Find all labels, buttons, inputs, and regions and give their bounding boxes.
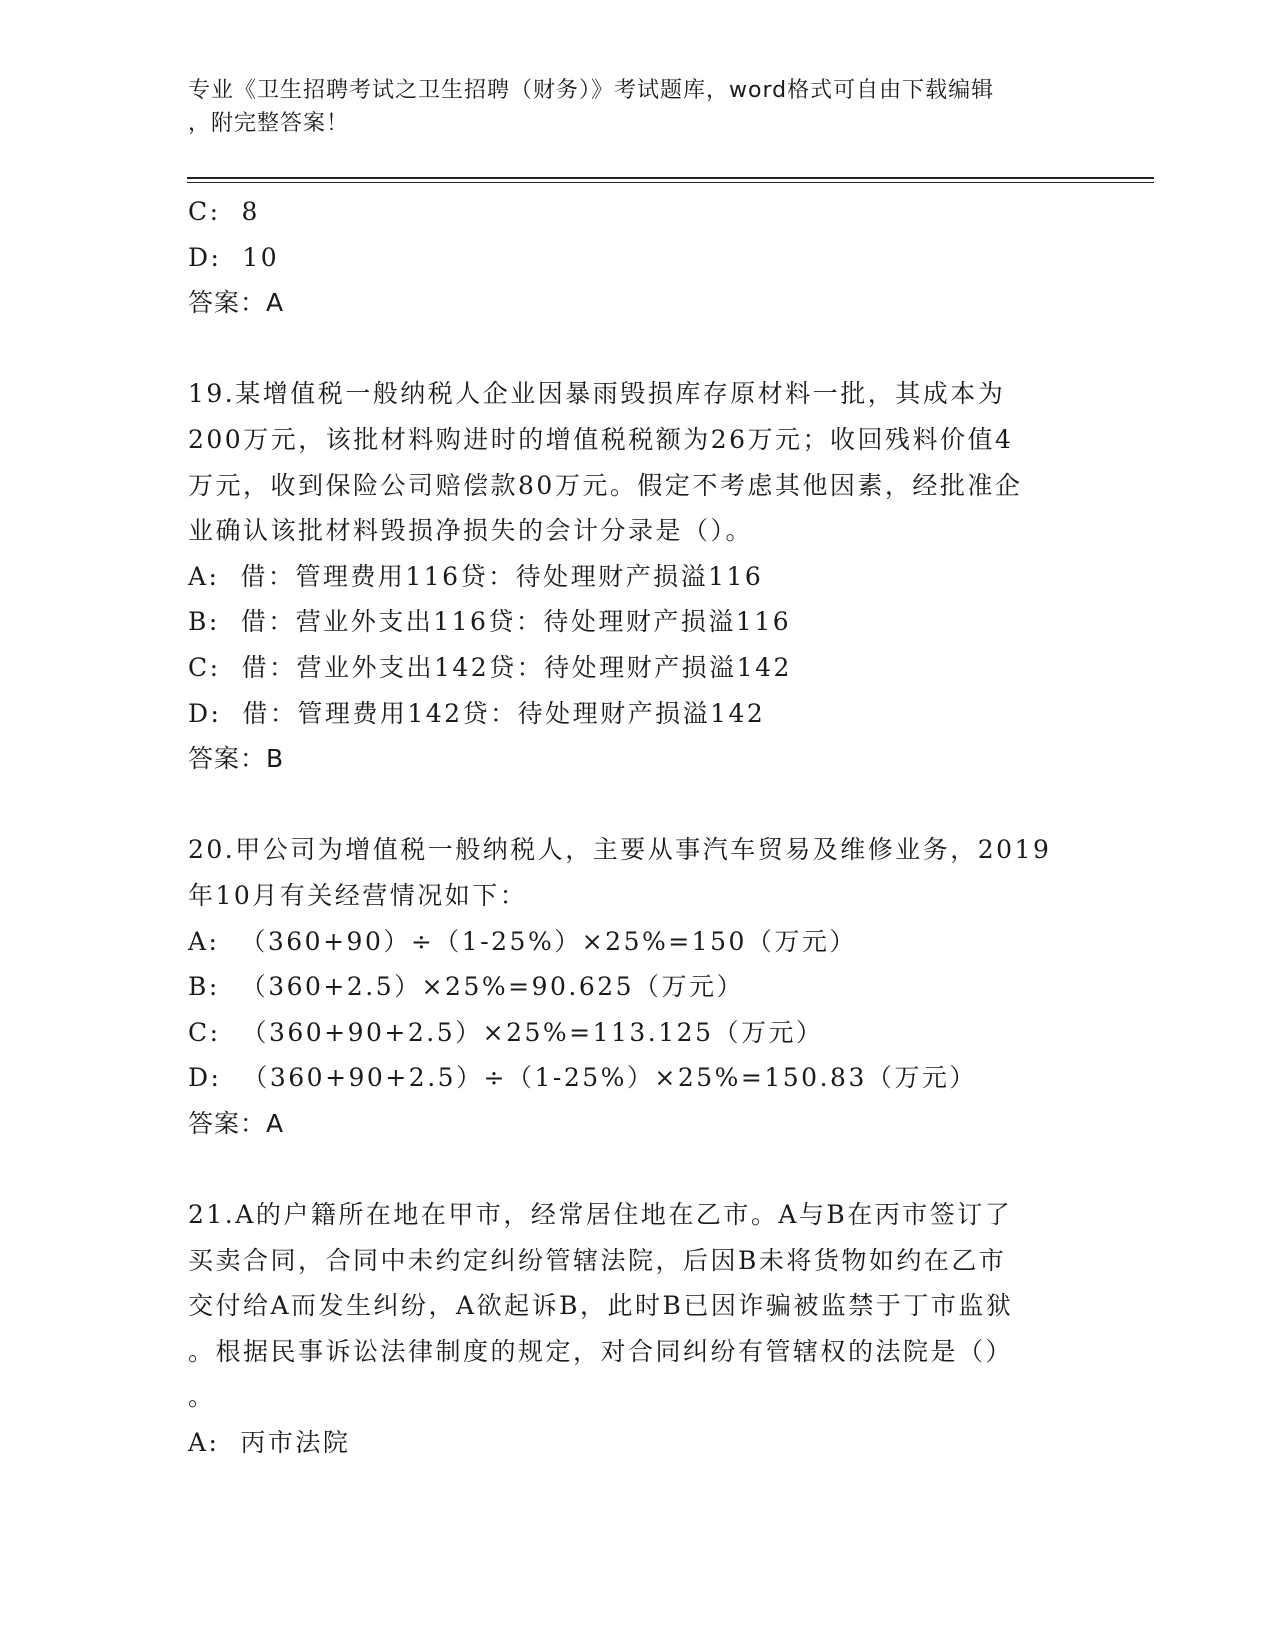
question-stem-line: 21.A的户籍所在地在甲市，经常居住地在乙市。A与B在丙市签订了: [188, 1200, 1013, 1230]
header-line-1: 专业《卫生招聘考试之卫生招聘（财务）》考试题库，word格式可自由下载编辑: [188, 78, 995, 103]
option-a: A: （360+90）÷（1-25%）×25%=150（万元）: [188, 926, 857, 956]
answer-line: 答案：A: [188, 288, 285, 318]
option-c: C: 8: [188, 197, 260, 226]
option-d: D: 10: [188, 242, 280, 272]
question-stem-line: 。: [188, 1382, 216, 1412]
document-body: [188, 189, 1088, 1466]
question-stem-line: 。根据民事诉讼法律制度的规定，对合同纠纷有管辖权的法院是（）: [188, 1336, 1014, 1366]
question-stem-line: 年10月有关经营情况如下：: [188, 880, 528, 910]
question-stem-line: 业确认该批材料毁损净损失的会计分录是（）。: [188, 516, 754, 546]
option-c: C: 借：营业外支出142贷：待处理财产损溢142: [188, 652, 792, 682]
answer-line: 答案：A: [188, 1108, 285, 1138]
option-b: B: （360+2.5）×25%=90.625（万元）: [188, 972, 745, 1002]
question-stem-line: 万元，收到保险公司赔偿款80万元。假定不考虑其他因素，经批准企: [188, 470, 1023, 500]
header-line-2: ，附完整答案！: [188, 111, 350, 136]
question-20: [188, 827, 1088, 1146]
question-stem-line: 交付给A而发生纠纷，A欲起诉B，此时B已因诈骗被监禁于丁市监狱: [188, 1291, 1014, 1321]
option-b: B: 借：营业外支出116贷：待处理财产损溢116: [188, 607, 792, 637]
document-header: [188, 74, 1068, 140]
option-c: C: （360+90+2.5）×25%=113.125（万元）: [188, 1017, 824, 1047]
question-stem-line: 19.某增值税一般纳税人企业因暴雨毁损库存原材料一批，其成本为: [188, 379, 1006, 409]
question-stem-line: 买卖合同，合同中未约定纠纷管辖法院，后因B未将货物如约在乙市: [188, 1245, 1007, 1275]
option-a: A: 借：管理费用116贷：待处理财产损溢116: [188, 561, 764, 591]
option-d: D: 借：管理费用142贷：待处理财产损溢142: [188, 698, 766, 728]
option-a: A: 丙市法院: [188, 1428, 351, 1458]
header-divider-thick: [187, 177, 1154, 179]
option-d: D: （360+90+2.5）÷（1-25%）×25%=150.83（万元）: [188, 1063, 977, 1093]
header-divider-thin: [187, 182, 1154, 183]
question-21: [188, 1192, 1088, 1466]
previous-question-tail: [188, 189, 1088, 326]
answer-line: 答案：B: [188, 744, 285, 774]
question-stem-line: 200万元，该批材料购进时的增值税税额为26万元；收回残料价值4: [188, 424, 1014, 454]
question-stem-line: 20.甲公司为增值税一般纳税人，主要从事汽车贸易及维修业务，2019: [188, 835, 1052, 865]
question-19: [188, 371, 1088, 781]
